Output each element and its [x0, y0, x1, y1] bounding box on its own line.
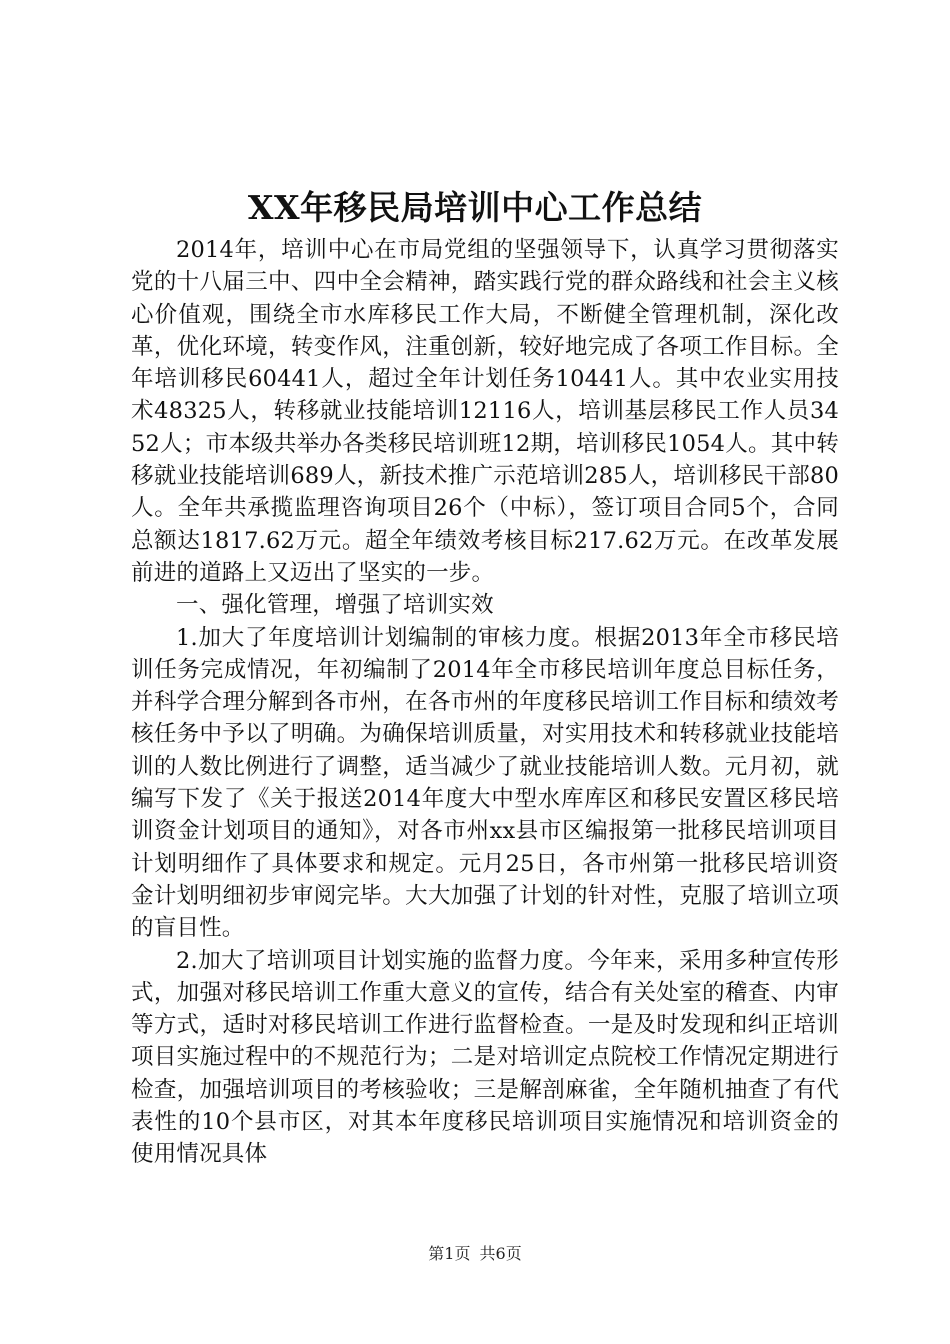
page-number-current: 第1页: [428, 1244, 471, 1263]
page-footer: [0, 1243, 950, 1265]
paragraph-intro: 2014年，培训中心在市局党组的坚强领导下，认真学习贯彻落实党的十八届三中、四中全会精神，踏实践行党的群众路线和社会主义核心价值观，围绕全市水库移民工作大局，不断健全管理机制，深化改革，优化环境，转变作风，注重创新，较好地完成了各项工作目标。全年培训移民60441人，超过全年计划任务10441人。其中农业实用技术48325人，转移就业技能培训12116人，培训基层移民工作人员3452人；市本级共举办各类移民培训班12期，培训移民1054人。其中转移就业技能培训689人，新技术推广示范培训285人，培训移民干部80人。全年共承揽监理咨询项目26个（中标），签订项目合同5个，合同总额达1817.62万元。超全年绩效考核目标217.62万元。在改革发展前进的道路上又迈出了坚实的一步。: [131, 237, 839, 586]
page-number-total: 共6页: [479, 1244, 522, 1263]
document-title: XX年移民局培训中心工作总结: [247, 188, 703, 227]
section-heading-1: 一、强化管理，增强了培训实效: [176, 592, 494, 619]
document-body: [131, 234, 839, 1171]
paragraph-item-2: 2.加大了培训项目计划实施的监督力度。今年来，采用多种宣传形式，加强对移民培训工作重大意义的宣传，结合有关处室的稽查、内审等方式，适时对移民培训工作进行监督检查。一是及时发现和纠正培训项目实施过程中的不规范行为；二是对培训定点院校工作情况定期进行检查，加强培训项目的考核验收；三是解剖麻雀，全年随机抽查了有代表性的10个县市区，对其本年度移民培训项目实施情况和培训资金的使用情况具体: [131, 947, 839, 1168]
paragraph-item-1: 1.加大了年度培训计划编制的审核力度。根据2013年全市移民培训任务完成情况，年初编制了2014年全市移民培训年度总目标任务，并科学合理分解到各市州，在各市州的年度移民培训工作目标和绩效考核任务中予以了明确。为确保培训质量，对实用技术和转移就业技能培训的人数比例进行了调整，适当减少了就业技能培训人数。元月初，就编写下发了《关于报送2014年度大中型水库库区和移民安置区移民培训资金计划项目的通知》，对各市州xx县市区编报第一批移民培训项目计划明细作了具体要求和规定。元月25日，各市州第一批移民培训资金计划明细初步审阅完毕。大大加强了计划的针对性，克服了培训立项的盲目性。: [131, 624, 839, 942]
